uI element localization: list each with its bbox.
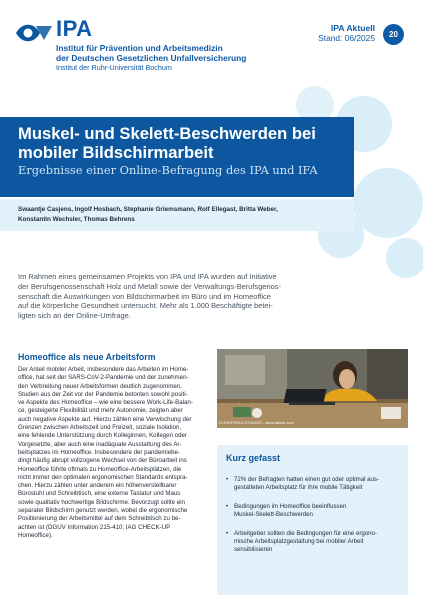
body-line: auch negative Aspekte auf. Hierzu zählen eine Verwischung der — [18, 415, 192, 423]
intro-line: senschaft die Auswirkungen von Bildschirmarbeit im Büro und im Homeoffice — [18, 291, 271, 301]
body-line: Der Anteil mobiler Arbeit, insbesondere das Arbeiten im Home- — [18, 366, 189, 373]
body-line: Vorgesetzte, aber auch eine inadäquate Ausstattung des Ar- — [18, 440, 182, 448]
body-line: dingt häufig abrupt vollzogene Wechsel von der Büroarbeit ins — [18, 457, 187, 465]
section-heading: Homeoffice als neue Arbeitsform — [18, 352, 156, 362]
body-line: Studien aus der Zeit vor der Pandemie betonten sowohl positi- — [18, 390, 188, 398]
body-line: sowie qualitativ hochwertige Bildschirme. Bevorzugt sollte ein — [18, 498, 185, 506]
summary-item-line: • 72% der Befragten hatten einen gut oder optimal aus- — [234, 476, 379, 483]
homeoffice-photo — [217, 349, 408, 428]
summary-list — [226, 476, 402, 565]
article-title — [18, 124, 348, 162]
body-line: ve Aspekte des Homeoffice – wie eine bessere Work-Life-Balan- — [18, 399, 193, 407]
summary-item-line: mische Arbeitsplatzgestaltung bei mobiler Arbeit — [234, 538, 364, 546]
ipa-logo-icon — [14, 20, 54, 46]
issue-number-badge: 20 — [383, 24, 404, 45]
summary-item-line: • Arbeitgeber sollten die Bedingungen für eine ergono- — [234, 529, 377, 537]
body-line: Homeoffice). — [18, 531, 53, 539]
title-line-2: mobiler Bildschirmarbeit — [18, 143, 214, 162]
section-body — [18, 366, 210, 540]
summary-item-line: sensibilisieren — [234, 546, 273, 554]
summary-item — [226, 503, 402, 520]
institute-line-3: Institut der Ruhr-Universität Bochum — [56, 63, 172, 72]
summary-item-line: gestatteten Arbeitsplatz für ihre mobile Tätigkeit — [234, 484, 363, 492]
body-line: Homeoffice führte oftmals zu Homeoffice-Arbeitsplätzen, die — [18, 465, 182, 473]
summary-heading: Kurz gefasst — [226, 453, 281, 463]
body-line: eine fehlende Unterstützung durch Kolleginnen, Kollegen oder — [18, 432, 187, 440]
body-line: den Verbreitung neuer Arbeitsformen deutlich zugenommen. — [18, 382, 182, 390]
issue-date: Stand: 06/2025 — [318, 33, 375, 43]
body-line: Bürostuhl und Schreibtisch, eine externe Tastatur und Maus — [18, 490, 181, 498]
intro-line: ligten sich an der Online-Umfrage. — [18, 311, 131, 321]
intro-line: Im Rahmen eines gemeinsamen Projekts von IPA und IFA wurden auf Initiative — [18, 272, 277, 281]
issue-info — [318, 23, 375, 43]
article-subtitle: Ergebnisse einer Online-Befragung des IPA und IFA — [18, 163, 318, 177]
decor-circle-2 — [353, 168, 423, 238]
institute-line-2: der Deutschen Gesetzlichen Unfallversicherung — [56, 53, 247, 63]
intro-line: der Berufsgenossenschaft Holz und Metall sowie der Verwaltungs-Berufsgenos- — [18, 281, 281, 291]
intro-line: auf die körperliche Gesundheit untersucht. Mehr als 1.000 Beschäftigte betei- — [18, 301, 273, 311]
authors-line-2: Konstantin Wechsler, Thomas Behrens — [18, 215, 135, 223]
summary-item-line: • Bedingungen im Homeoffice beeinflussen — [234, 502, 347, 510]
institute-name — [56, 43, 316, 73]
body-line: chen. Hierzu zählen unter anderem ein höhenverstellbarer — [18, 482, 177, 490]
summary-item — [226, 530, 402, 555]
authors-line-1: Swaantje Casjens, Ingolf Hosbach, Stephanie Griemsmann, Rolf Ellegast, Britta Weber, — [18, 206, 278, 213]
intro-paragraph — [18, 272, 406, 321]
title-line-1: Muskel- und Skelett-Beschwerden bei — [18, 124, 316, 143]
body-line: nicht immer den optimalen ergonomischen Standards entspra- — [18, 473, 188, 481]
summary-item — [226, 476, 402, 493]
authors — [18, 205, 348, 224]
institute-line-1: Institut für Prävention und Arbeitsmedizin — [56, 43, 223, 53]
summary-item-line: Muskel-Skelett-Beschwerden — [234, 511, 313, 519]
body-line: Positionierung der Arbeitsmittel auf dem Schreibtisch zu be- — [18, 515, 181, 523]
body-line: ce, gesteigerte Flexibilität und mehr Autonomie, zeigten aber — [18, 407, 183, 415]
body-line: office, hat seit der SARS-CoV-2-Pandemie und der zunehmen- — [18, 374, 189, 382]
photo-credit: ©LIGHTFIELD STUDIOS - stock.adobe.com — [219, 421, 294, 425]
logo-text: IPA — [56, 16, 93, 41]
body-line: Grenzen zwischen Arbeitszeit und Freizeit, soziale Isolation, — [18, 424, 182, 432]
body-line: separater Bildschirm genutzt werden, wobei die ergonomische — [18, 507, 188, 515]
series-name: IPA Aktuell — [330, 23, 375, 33]
body-line: beitsplatzes im Homeoffice. Insbesondere der pandemiebe- — [18, 448, 181, 456]
body-line: achten ist (DGUV Information 215-410; IAG CHECK-UP — [18, 523, 171, 531]
